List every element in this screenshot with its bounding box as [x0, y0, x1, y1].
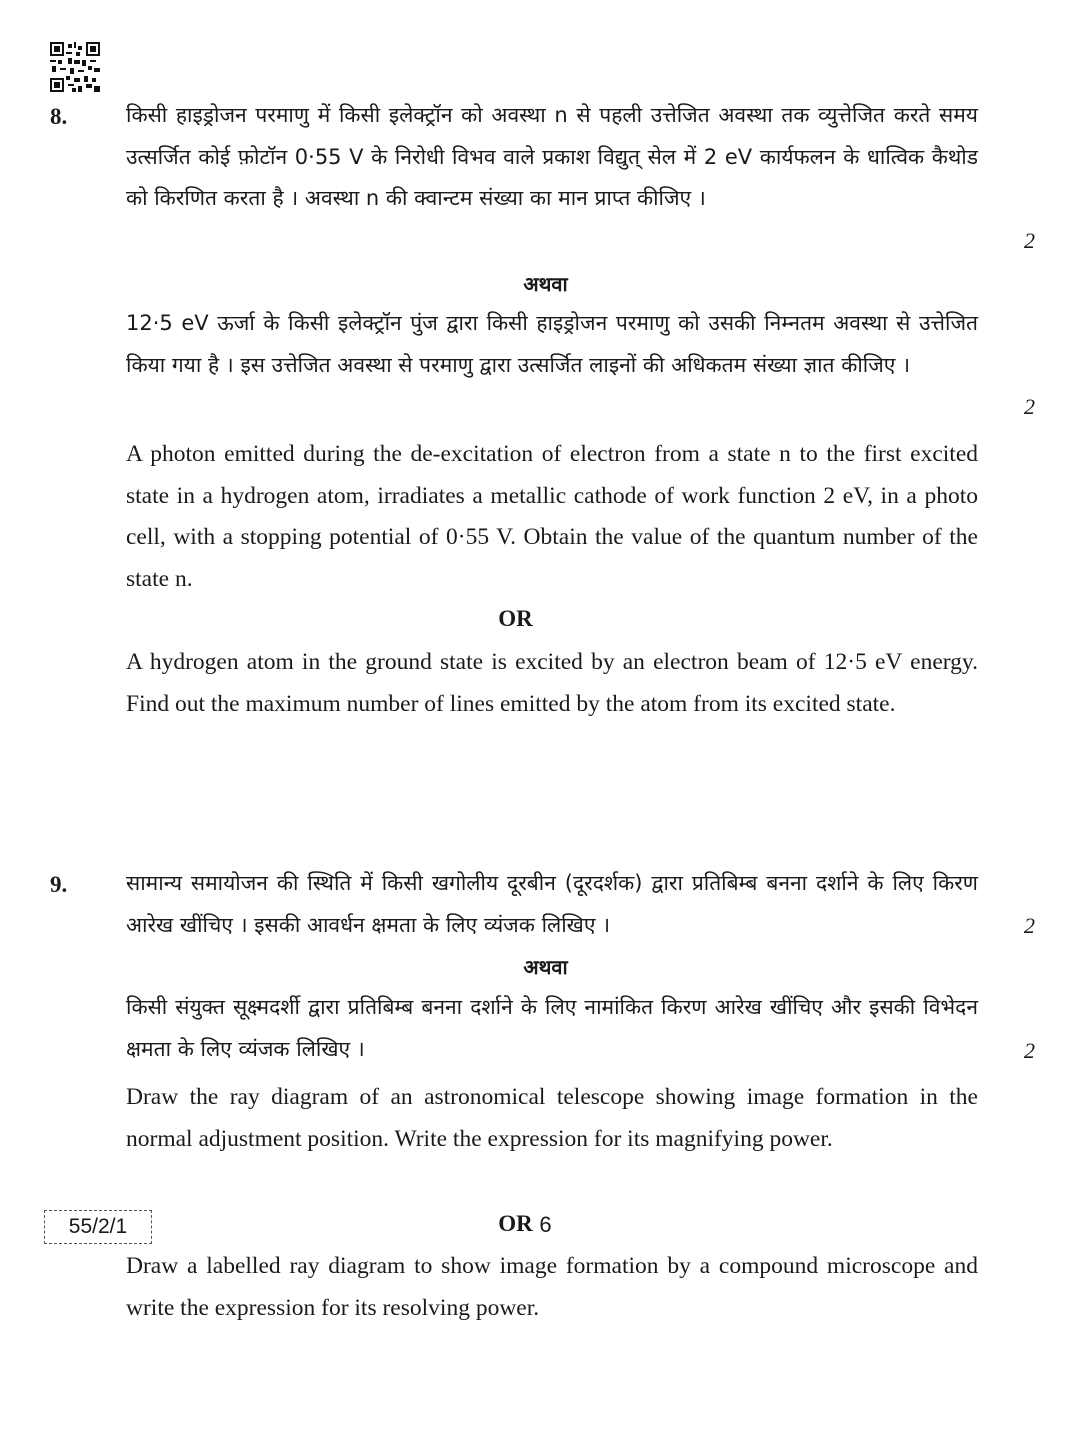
- q9-or-hindi: अथवा: [523, 955, 568, 979]
- q8-hindi-text: किसी हाइड्रोजन परमाणु में किसी इलेक्ट्रॉन को अवस्था n से पहली उत्तेजित अवस्था तक व्युत्तेजित करते समय उत्सर्जित कोई फ़ोटॉन 0·55 V के निरोधी विभव वाले प्रकाश विद्युत् सेल में 2 eV कार्यफलन के धात्विक कैथोड को किरणित करता है । अवस्था n की क्वान्टम संख्या का मान प्राप्त कीजिए ।: [126, 103, 978, 210]
- q9-english-text: Draw the ray diagram of an astronomical telescope showing image formation in the normal adjustment position. Write the expression for its magnifying power.: [126, 1084, 978, 1152]
- q8-english-alt-text: A hydrogen atom in the ground state is excited by an electron beam of 12·5 eV energy. Find out the maximum number of lines emitted by the atom from its excited state.: [126, 649, 978, 717]
- question-number-9: 9.: [50, 872, 68, 897]
- q9-hindi-alt-text: किसी संयुक्त सूक्ष्मदर्शी द्वारा प्रतिबिम्ब बनना दर्शाने के लिए नामांकित किरण आरेख खींचिए और इसकी विभेदन क्षमता के लिए व्यंजक लिखिए ।: [126, 995, 978, 1061]
- q8-english-alt-block: [126, 642, 978, 725]
- q8-hindi-alt-text: 12·5 eV ऊर्जा के किसी इलेक्ट्रॉन पुंज द्वारा किसी हाइड्रोजन परमाणु को उसकी निम्नतम अवस्था से उत्तेजित किया गया है । इस उत्तेजित अवस्था से परमाणु द्वारा उत्सर्जित लाइनों की अधिकतम संख्या ज्ञात कीजिए ।: [126, 311, 978, 377]
- page-number: 6: [539, 1212, 552, 1237]
- q8-marks-2: 2: [1024, 394, 1035, 419]
- q9-hindi-text: सामान्य समायोजन की स्थिति में किसी खगोलीय दूरबीन (दूरदर्शक) द्वारा प्रतिबिम्ब बनना दर्शाने के लिए किरण आरेख खींचिए । इसकी आवर्धन क्षमता के लिए व्यंजक लिखिए ।: [126, 871, 978, 937]
- question-number-8: 8.: [50, 104, 68, 129]
- q9-marks-1: 2: [1024, 913, 1035, 938]
- q9-english-block: [126, 1077, 978, 1160]
- q9-or-english-label: OR: [498, 1211, 533, 1236]
- q9-english-alt-block: [126, 1246, 978, 1329]
- q9-hindi-alt-block: [126, 987, 978, 1070]
- q8-or-hindi: अथवा: [523, 272, 568, 296]
- q9-hindi-text-block: [126, 863, 978, 946]
- q8-marks-1: 2: [1024, 228, 1035, 253]
- q9-english-alt-text: Draw a labelled ray diagram to show image formation by a compound microscope and write the expression for its resolving power.: [126, 1253, 978, 1321]
- q8-or-english: OR: [498, 606, 533, 631]
- paper-code: 55/2/1: [44, 1210, 152, 1244]
- qr-code-icon: [50, 42, 100, 92]
- q8-english-block: [126, 434, 978, 600]
- q9-marks-2: 2: [1024, 1038, 1035, 1063]
- q8-hindi-alt-block: [126, 303, 978, 386]
- q8-english-text: A photon emitted during the de-excitation of electron from a state n to the first excited state in a hydrogen atom, irradiates a metallic cathode of work function 2 eV, in a photo cell, with a stopping potential of 0·55 V. Obtain the value of the quantum number of the state n.: [126, 441, 978, 592]
- q8-hindi-text-block: [126, 95, 978, 220]
